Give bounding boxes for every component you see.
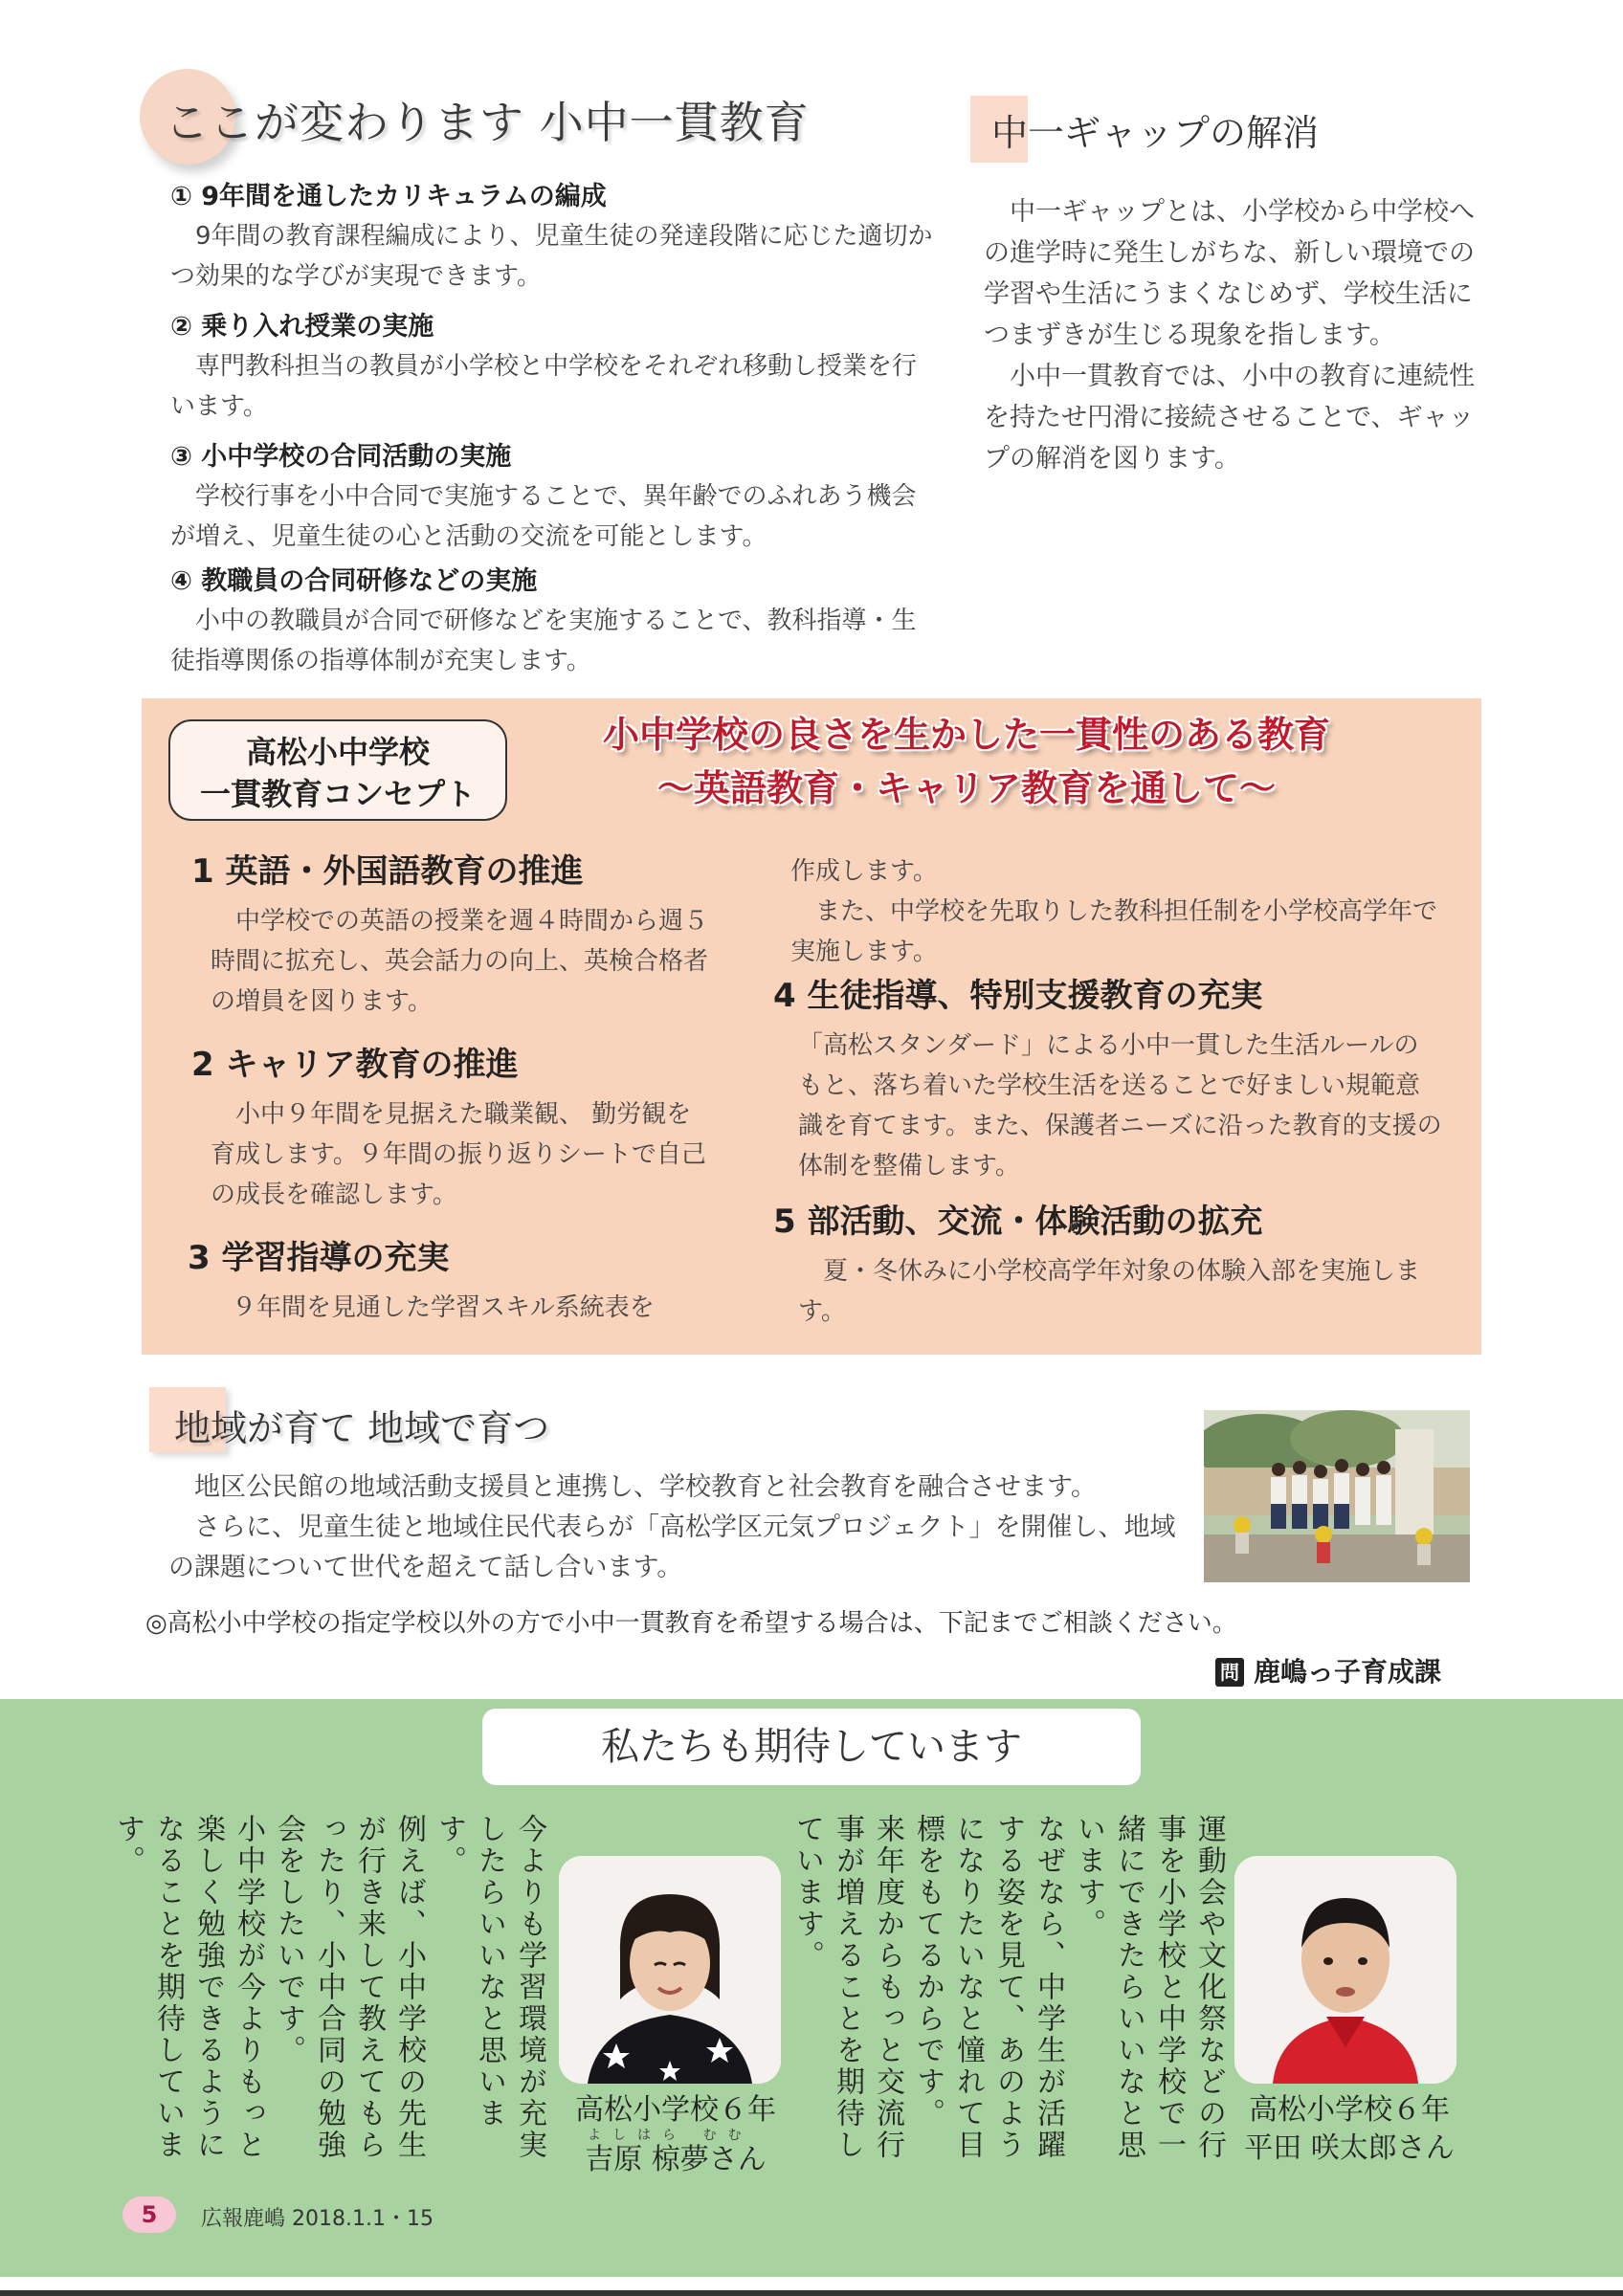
student-caption bbox=[570, 2091, 781, 2179]
concept-item-heading: 5 部活動、交流・体験活動の拡充 bbox=[773, 1203, 1263, 1241]
student-caption bbox=[1244, 2091, 1455, 2168]
concept-item bbox=[188, 1234, 704, 1328]
page-title: ここが変わります 小中一貫教育 bbox=[165, 97, 810, 148]
concept-item bbox=[191, 1041, 708, 1215]
concept-item bbox=[773, 1198, 1443, 1332]
feature-heading: ④ 教職員の合同研修などの実施 bbox=[170, 566, 538, 596]
expectation-title: 私たちも期待しています bbox=[482, 1709, 1141, 1785]
concept-item bbox=[773, 972, 1443, 1186]
gap-title: 中一ギャップの解消 bbox=[991, 112, 1320, 154]
badge-line: 一貫教育コンセプト bbox=[199, 776, 476, 812]
concept-item bbox=[191, 848, 708, 1022]
concept-item-body: 「高松スタンダード」による小中一貫した生活ルールのもと、落ち着いた学校生活を送ることで好ましい規範意識を育てます。また、保護者ニーズに沿った教育的支援の体制を整備します。 bbox=[798, 1031, 1442, 1181]
student-school: 高松小学校６年 bbox=[575, 2093, 776, 2127]
concept-item-heading: 3 学習指導の充実 bbox=[188, 1239, 450, 1277]
student-portrait bbox=[1234, 1856, 1456, 2084]
community-title: 地域が育て 地域で育つ bbox=[174, 1407, 550, 1449]
notice-text: ◎高松小中学校の指定学校以外の方で小中一貫教育を希望する場合は、下記までご相談ください。 bbox=[145, 1609, 1237, 1638]
concept-item-heading: 2 キャリア教育の推進 bbox=[191, 1046, 519, 1084]
comment-para: なぜなら、中学生が活躍する姿を見て、あのようになりたいなと憧れて目標をもてるからです。 bbox=[911, 1814, 1065, 2161]
publication-info: 広報鹿嶋 2018.1.1・15 bbox=[201, 2207, 434, 2231]
comment-para: 小中学校が今よりもっと楽しく勉強できるようになることを期待しています。 bbox=[111, 1814, 265, 2161]
feature-item bbox=[170, 178, 936, 297]
concept-badge bbox=[168, 719, 507, 821]
community-photo-image bbox=[1204, 1410, 1470, 1582]
concept-item-body: ９年間を見通した学習スキル系統表を bbox=[207, 1293, 655, 1322]
gap-text bbox=[984, 191, 1481, 479]
concept-item-body: 中学校での英語の授業を週４時間から週５時間に拡充し、英会話力の向上、英検合格者の増員を図ります。 bbox=[211, 907, 709, 1016]
student-name: 吉原 椋夢さん bbox=[585, 2143, 767, 2176]
feature-item bbox=[170, 308, 936, 427]
student-school: 高松小学校６年 bbox=[1249, 2093, 1450, 2127]
contact-info bbox=[1215, 1651, 1441, 1689]
feature-body: 小中の教職員が合同で研修などを実施することで、教科指導・生徒指導関係の指導体制が充実します。 bbox=[170, 607, 917, 675]
community-photo bbox=[1204, 1410, 1470, 1582]
inquiry-icon: 問 bbox=[1215, 1658, 1244, 1687]
student-portrait bbox=[559, 1856, 781, 2084]
concept-item-heading: 1 英語・外国語教育の推進 bbox=[191, 852, 584, 891]
concept-headline bbox=[536, 708, 1397, 815]
footer-divider bbox=[0, 2290, 1623, 2296]
feature-heading: ② 乗り入れ授業の実施 bbox=[170, 312, 434, 342]
headline-main: 小中学校の良さを生かした一貫性のある教育 bbox=[602, 714, 1330, 756]
gap-para: 小中一貫教育では、小中の教育に連続性を持たせ円滑に接続させることで、ギャップの解消を図ります。 bbox=[984, 362, 1475, 474]
comment-para: 運動会や文化祭などの行事を小学校と中学校で一緒にできたらいいなと思います。 bbox=[1072, 1814, 1226, 2161]
feature-body: 専門教科担当の教員が小学校と中学校をそれぞれ移動し授業を行います。 bbox=[170, 352, 918, 421]
headline-sub: ～英語教育・キャリア教育を通して～ bbox=[656, 767, 1276, 809]
community-text bbox=[168, 1468, 1183, 1588]
feature-heading: ① 9年間を通したカリキュラムの編成 bbox=[170, 182, 607, 211]
concept-item-body: 作成します。 bbox=[790, 857, 938, 886]
student-photo-girl bbox=[559, 1856, 781, 2084]
concept-item-body: 夏・冬休みに小学校高学年対象の体験入部を実施します。 bbox=[798, 1257, 1421, 1326]
feature-item bbox=[170, 563, 936, 681]
concept-item-body: 小中９年間を見据えた職業観、 勤労観を育成します。９年間の振り返りシートで自己の成長を確認します。 bbox=[211, 1100, 706, 1209]
concept-item-heading: 4 生徒指導、特別支援教育の充実 bbox=[773, 977, 1263, 1015]
concept-item-continued bbox=[790, 851, 1441, 972]
comment-para: 来年度からもっと交流行事が増えることを期待しています。 bbox=[790, 1814, 904, 2161]
page-number: 5 bbox=[122, 2197, 176, 2233]
student-comment bbox=[111, 1814, 549, 2177]
name-ruby: よしはら むむ bbox=[588, 2128, 753, 2143]
gap-para: 中一ギャップとは、小学校から中学校への進学時に発生しがちな、新しい環境での学習や生活にうまくなじめず、学校生活につまずきが生じる現象を指します。 bbox=[984, 197, 1475, 350]
feature-body: 9年間の教育課程編成により、児童生徒の発達段階に応じた適切かつ効果的な学びが実現できます。 bbox=[170, 222, 933, 291]
contact-dept: 鹿嶋っ子育成課 bbox=[1254, 1656, 1442, 1688]
feature-heading: ③ 小中学校の合同活動の実施 bbox=[170, 442, 512, 472]
community-para: さらに、児童生徒と地域住民代表らが「高松学区元気プロジェクト」を開催し、地域の課題について世代を超えて話し合います。 bbox=[168, 1512, 1176, 1582]
student-photo-boy bbox=[1234, 1856, 1456, 2084]
comment-para: 例えば、小中学校の先生が行き来して教えてもらったり、小中合同の勉強会をしたいです。 bbox=[272, 1814, 426, 2161]
concept-item-body: また、中学校を先取りした教科担任制を小学校高学年で実施します。 bbox=[790, 897, 1438, 966]
badge-line: 高松小中学校 bbox=[245, 734, 430, 770]
community-para: 地区公民館の地域活動支援員と連携し、学校教育と社会教育を融合させます。 bbox=[168, 1472, 1097, 1502]
feature-item bbox=[170, 438, 936, 557]
feature-body: 学校行事を小中合同で実施することで、異年齢でのふれあう機会が増え、児童生徒の心と活動の交流を可能とします。 bbox=[170, 482, 917, 551]
student-comment bbox=[790, 1814, 1229, 2177]
student-name: 平田 咲太郎さん bbox=[1244, 2131, 1455, 2165]
comment-para: 今よりも学習環境が充実したらいいなと思います。 bbox=[433, 1814, 546, 2161]
